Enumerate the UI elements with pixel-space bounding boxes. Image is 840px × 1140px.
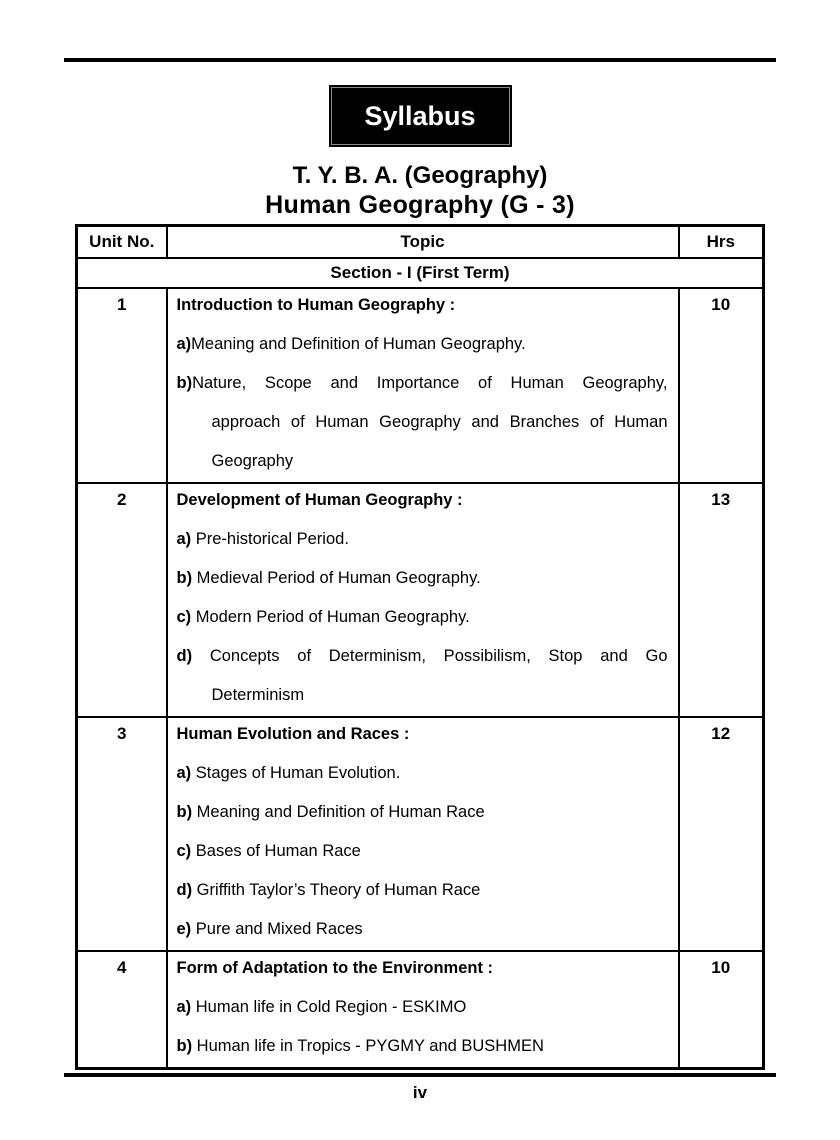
item-label: b) — [176, 803, 193, 821]
unit-title: Form of Adaptation to the Environment : — [176, 959, 494, 977]
top-rule — [64, 58, 776, 62]
item-label: a) — [176, 998, 192, 1016]
item-label: d) — [176, 647, 193, 665]
section-title: Section - I (First Term) — [77, 258, 764, 288]
unit-hours-cell: 13 — [679, 483, 764, 717]
item-label: b) — [176, 374, 193, 392]
unit-row — [77, 951, 764, 1069]
topic-line: e) Pure and Mixed Races — [176, 920, 363, 938]
topic-line: b) Human life in Tropics - PYGMY and BUSHMEN — [176, 1037, 544, 1055]
item-label: b) — [176, 1037, 193, 1055]
table-body — [77, 258, 764, 1069]
syllabus-table — [75, 224, 765, 1070]
topic-line: Determinism — [211, 686, 305, 704]
unit-title: Development of Human Geography : — [176, 491, 463, 509]
topic-line: approach of Human Geography and Branches of Human — [211, 413, 668, 431]
section-row — [77, 258, 764, 288]
unit-hours-cell: 10 — [679, 951, 764, 1069]
hrs-header: Hrs — [679, 226, 764, 259]
subject-title: Human Geography (G - 3) — [265, 191, 575, 219]
topic-line: b) Meaning and Definition of Human Race — [176, 803, 485, 821]
item-label: b) — [176, 569, 193, 587]
course-title: T. Y. B. A. (Geography) — [292, 162, 548, 189]
item-label: e) — [176, 920, 192, 938]
unit-number-cell: 2 — [77, 483, 167, 717]
unit-topic-cell — [167, 951, 679, 1069]
topic-line: Geography — [211, 452, 294, 470]
item-label: a) — [176, 530, 192, 548]
topic-line: a) Human life in Cold Region - ESKIMO — [176, 998, 467, 1016]
topic-line: a)Meaning and Definition of Human Geography. — [176, 335, 526, 353]
unit-topic-cell — [167, 483, 679, 717]
topic-header: Topic — [167, 226, 679, 259]
item-label: c) — [176, 608, 192, 626]
unit-no-header: Unit No. — [77, 226, 167, 259]
unit-title: Human Evolution and Races : — [176, 725, 410, 743]
unit-number-cell: 3 — [77, 717, 167, 951]
syllabus-banner — [329, 85, 512, 147]
topic-line: d) Concepts of Determinism, Possibilism, Stop and Go — [176, 647, 668, 665]
unit-row — [77, 288, 764, 483]
unit-title: Introduction to Human Geography : — [176, 296, 456, 314]
unit-row — [77, 717, 764, 951]
table-header-row — [77, 226, 764, 259]
unit-topic-cell — [167, 717, 679, 951]
topic-line: b) Medieval Period of Human Geography. — [176, 569, 481, 587]
page-number: iv — [412, 1083, 428, 1102]
unit-hours-cell: 12 — [679, 717, 764, 951]
unit-number-cell: 4 — [77, 951, 167, 1069]
item-label: a) — [176, 335, 192, 353]
topic-line: a) Pre-historical Period. — [176, 530, 349, 548]
item-label: a) — [176, 764, 192, 782]
topic-line: c) Modern Period of Human Geography. — [176, 608, 470, 626]
unit-row — [77, 483, 764, 717]
bottom-rule — [64, 1073, 776, 1077]
unit-hours-cell: 10 — [679, 288, 764, 483]
syllabus-banner-label: Syllabus — [364, 100, 476, 131]
topic-line: d) Griffith Taylor’s Theory of Human Race — [176, 881, 481, 899]
topic-line: b)Nature, Scope and Importance of Human Geography, — [176, 374, 668, 392]
topic-line: a) Stages of Human Evolution. — [176, 764, 401, 782]
item-label: c) — [176, 842, 192, 860]
item-label: d) — [176, 881, 193, 899]
unit-number-cell: 1 — [77, 288, 167, 483]
unit-topic-cell — [167, 288, 679, 483]
topic-line: c) Bases of Human Race — [176, 842, 361, 860]
